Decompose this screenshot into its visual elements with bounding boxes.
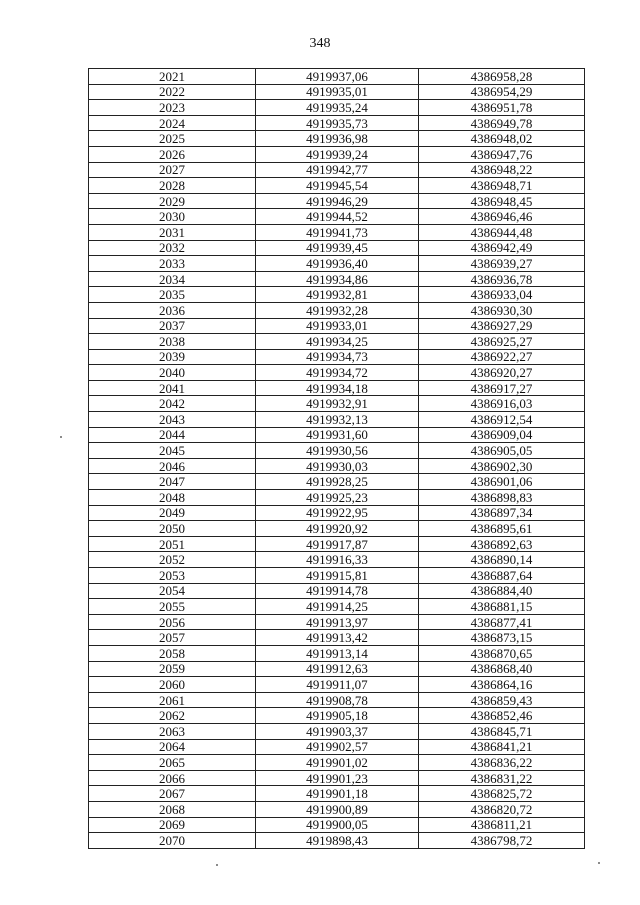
table-row	[89, 739, 585, 755]
y-coordinate-cell: 4386811,21	[419, 817, 585, 833]
point-number-cell: 2057	[89, 630, 256, 646]
y-coordinate-cell: 4386920,27	[419, 365, 585, 381]
x-coordinate-cell: 4919915,81	[256, 568, 419, 584]
point-number-cell: 2040	[89, 365, 256, 381]
y-coordinate-cell: 4386836,22	[419, 755, 585, 771]
x-coordinate-cell: 4919930,56	[256, 443, 419, 459]
table-row	[89, 614, 585, 630]
coordinates-table-body	[89, 69, 585, 849]
point-number-cell: 2037	[89, 318, 256, 334]
point-number-cell: 2066	[89, 770, 256, 786]
point-number-cell: 2061	[89, 692, 256, 708]
y-coordinate-cell: 4386884,40	[419, 583, 585, 599]
y-coordinate-cell: 4386944,48	[419, 224, 585, 240]
point-number-cell: 2045	[89, 443, 256, 459]
x-coordinate-cell: 4919928,25	[256, 474, 419, 490]
table-row	[89, 505, 585, 521]
scan-speck	[216, 864, 218, 866]
table-row	[89, 302, 585, 318]
table-row	[89, 443, 585, 459]
table-row	[89, 178, 585, 194]
x-coordinate-cell: 4919935,24	[256, 100, 419, 116]
table-row	[89, 240, 585, 256]
y-coordinate-cell: 4386901,06	[419, 474, 585, 490]
table-row	[89, 146, 585, 162]
y-coordinate-cell: 4386948,02	[419, 131, 585, 147]
y-coordinate-cell: 4386898,83	[419, 490, 585, 506]
point-number-cell: 2036	[89, 302, 256, 318]
table-row	[89, 256, 585, 272]
point-number-cell: 2028	[89, 178, 256, 194]
table-row	[89, 490, 585, 506]
y-coordinate-cell: 4386852,46	[419, 708, 585, 724]
x-coordinate-cell: 4919946,29	[256, 193, 419, 209]
table-row	[89, 318, 585, 334]
table-row	[89, 193, 585, 209]
y-coordinate-cell: 4386887,64	[419, 568, 585, 584]
point-number-cell: 2044	[89, 427, 256, 443]
table-row	[89, 536, 585, 552]
y-coordinate-cell: 4386864,16	[419, 677, 585, 693]
y-coordinate-cell: 4386958,28	[419, 69, 585, 85]
point-number-cell: 2023	[89, 100, 256, 116]
table-row	[89, 599, 585, 615]
x-coordinate-cell: 4919937,06	[256, 69, 419, 85]
coordinates-table	[88, 68, 585, 849]
x-coordinate-cell: 4919917,87	[256, 536, 419, 552]
y-coordinate-cell: 4386948,22	[419, 162, 585, 178]
x-coordinate-cell: 4919939,24	[256, 146, 419, 162]
table-row	[89, 287, 585, 303]
table-row	[89, 645, 585, 661]
y-coordinate-cell: 4386881,15	[419, 599, 585, 615]
x-coordinate-cell: 4919922,95	[256, 505, 419, 521]
x-coordinate-cell: 4919925,23	[256, 490, 419, 506]
x-coordinate-cell: 4919913,14	[256, 645, 419, 661]
x-coordinate-cell: 4919914,78	[256, 583, 419, 599]
x-coordinate-cell: 4919934,25	[256, 334, 419, 350]
x-coordinate-cell: 4919934,18	[256, 380, 419, 396]
point-number-cell: 2048	[89, 490, 256, 506]
x-coordinate-cell: 4919936,98	[256, 131, 419, 147]
point-number-cell: 2032	[89, 240, 256, 256]
x-coordinate-cell: 4919945,54	[256, 178, 419, 194]
table-row	[89, 396, 585, 412]
point-number-cell: 2039	[89, 349, 256, 365]
point-number-cell: 2024	[89, 115, 256, 131]
point-number-cell: 2025	[89, 131, 256, 147]
point-number-cell: 2056	[89, 614, 256, 630]
table-row	[89, 115, 585, 131]
y-coordinate-cell: 4386825,72	[419, 786, 585, 802]
table-row	[89, 723, 585, 739]
x-coordinate-cell: 4919934,72	[256, 365, 419, 381]
table-row	[89, 334, 585, 350]
x-coordinate-cell: 4919941,73	[256, 224, 419, 240]
point-number-cell: 2053	[89, 568, 256, 584]
table-row	[89, 209, 585, 225]
table-row	[89, 365, 585, 381]
point-number-cell: 2064	[89, 739, 256, 755]
table-row	[89, 583, 585, 599]
x-coordinate-cell: 4919901,18	[256, 786, 419, 802]
point-number-cell: 2065	[89, 755, 256, 771]
point-number-cell: 2030	[89, 209, 256, 225]
point-number-cell: 2069	[89, 817, 256, 833]
x-coordinate-cell: 4919900,89	[256, 801, 419, 817]
table-row	[89, 458, 585, 474]
y-coordinate-cell: 4386892,63	[419, 536, 585, 552]
point-number-cell: 2063	[89, 723, 256, 739]
table-row	[89, 661, 585, 677]
point-number-cell: 2042	[89, 396, 256, 412]
point-number-cell: 2031	[89, 224, 256, 240]
table-row	[89, 271, 585, 287]
table-row	[89, 568, 585, 584]
y-coordinate-cell: 4386949,78	[419, 115, 585, 131]
x-coordinate-cell: 4919913,42	[256, 630, 419, 646]
table-row	[89, 755, 585, 771]
x-coordinate-cell: 4919898,43	[256, 833, 419, 849]
point-number-cell: 2022	[89, 84, 256, 100]
table-row	[89, 380, 585, 396]
point-number-cell: 2050	[89, 521, 256, 537]
table-row	[89, 131, 585, 147]
table-row	[89, 817, 585, 833]
y-coordinate-cell: 4386942,49	[419, 240, 585, 256]
point-number-cell: 2026	[89, 146, 256, 162]
table-row	[89, 162, 585, 178]
point-number-cell: 2051	[89, 536, 256, 552]
x-coordinate-cell: 4919934,86	[256, 271, 419, 287]
point-number-cell: 2043	[89, 412, 256, 428]
x-coordinate-cell: 4919935,73	[256, 115, 419, 131]
y-coordinate-cell: 4386916,03	[419, 396, 585, 412]
x-coordinate-cell: 4919920,92	[256, 521, 419, 537]
x-coordinate-cell: 4919932,28	[256, 302, 419, 318]
point-number-cell: 2049	[89, 505, 256, 521]
table-row	[89, 427, 585, 443]
y-coordinate-cell: 4386798,72	[419, 833, 585, 849]
x-coordinate-cell: 4919908,78	[256, 692, 419, 708]
table-row	[89, 801, 585, 817]
x-coordinate-cell: 4919932,91	[256, 396, 419, 412]
x-coordinate-cell: 4919913,97	[256, 614, 419, 630]
table-row	[89, 69, 585, 85]
table-row	[89, 224, 585, 240]
point-number-cell: 2067	[89, 786, 256, 802]
x-coordinate-cell: 4919944,52	[256, 209, 419, 225]
point-number-cell: 2038	[89, 334, 256, 350]
y-coordinate-cell: 4386933,04	[419, 287, 585, 303]
y-coordinate-cell: 4386877,41	[419, 614, 585, 630]
y-coordinate-cell: 4386927,29	[419, 318, 585, 334]
y-coordinate-cell: 4386912,54	[419, 412, 585, 428]
point-number-cell: 2027	[89, 162, 256, 178]
table-row	[89, 552, 585, 568]
x-coordinate-cell: 4919901,23	[256, 770, 419, 786]
x-coordinate-cell: 4919930,03	[256, 458, 419, 474]
table-row	[89, 786, 585, 802]
y-coordinate-cell: 4386905,05	[419, 443, 585, 459]
x-coordinate-cell: 4919901,02	[256, 755, 419, 771]
x-coordinate-cell: 4919932,81	[256, 287, 419, 303]
y-coordinate-cell: 4386930,30	[419, 302, 585, 318]
point-number-cell: 2060	[89, 677, 256, 693]
x-coordinate-cell: 4919939,45	[256, 240, 419, 256]
point-number-cell: 2062	[89, 708, 256, 724]
point-number-cell: 2059	[89, 661, 256, 677]
point-number-cell: 2046	[89, 458, 256, 474]
y-coordinate-cell: 4386948,45	[419, 193, 585, 209]
point-number-cell: 2034	[89, 271, 256, 287]
y-coordinate-cell: 4386939,27	[419, 256, 585, 272]
x-coordinate-cell: 4919905,18	[256, 708, 419, 724]
y-coordinate-cell: 4386948,71	[419, 178, 585, 194]
page-number: 348	[309, 36, 331, 51]
y-coordinate-cell: 4386897,34	[419, 505, 585, 521]
y-coordinate-cell: 4386946,46	[419, 209, 585, 225]
y-coordinate-cell: 4386954,29	[419, 84, 585, 100]
y-coordinate-cell: 4386909,04	[419, 427, 585, 443]
y-coordinate-cell: 4386925,27	[419, 334, 585, 350]
x-coordinate-cell: 4919900,05	[256, 817, 419, 833]
x-coordinate-cell: 4919934,73	[256, 349, 419, 365]
y-coordinate-cell: 4386870,65	[419, 645, 585, 661]
y-coordinate-cell: 4386936,78	[419, 271, 585, 287]
y-coordinate-cell: 4386873,15	[419, 630, 585, 646]
x-coordinate-cell: 4919911,07	[256, 677, 419, 693]
x-coordinate-cell: 4919931,60	[256, 427, 419, 443]
x-coordinate-cell: 4919902,57	[256, 739, 419, 755]
table-row	[89, 708, 585, 724]
x-coordinate-cell: 4919914,25	[256, 599, 419, 615]
scan-speck	[60, 436, 62, 438]
table-row	[89, 474, 585, 490]
x-coordinate-cell: 4919942,77	[256, 162, 419, 178]
table-row	[89, 84, 585, 100]
point-number-cell: 2041	[89, 380, 256, 396]
y-coordinate-cell: 4386859,43	[419, 692, 585, 708]
x-coordinate-cell: 4919916,33	[256, 552, 419, 568]
x-coordinate-cell: 4919933,01	[256, 318, 419, 334]
y-coordinate-cell: 4386820,72	[419, 801, 585, 817]
point-number-cell: 2068	[89, 801, 256, 817]
point-number-cell: 2033	[89, 256, 256, 272]
y-coordinate-cell: 4386951,78	[419, 100, 585, 116]
table-row	[89, 677, 585, 693]
point-number-cell: 2021	[89, 69, 256, 85]
table-row	[89, 833, 585, 849]
y-coordinate-cell: 4386841,21	[419, 739, 585, 755]
x-coordinate-cell: 4919935,01	[256, 84, 419, 100]
y-coordinate-cell: 4386902,30	[419, 458, 585, 474]
point-number-cell: 2058	[89, 645, 256, 661]
table-row	[89, 770, 585, 786]
point-number-cell: 2047	[89, 474, 256, 490]
y-coordinate-cell: 4386947,76	[419, 146, 585, 162]
point-number-cell: 2052	[89, 552, 256, 568]
y-coordinate-cell: 4386922,27	[419, 349, 585, 365]
point-number-cell: 2035	[89, 287, 256, 303]
x-coordinate-cell: 4919936,40	[256, 256, 419, 272]
point-number-cell: 2070	[89, 833, 256, 849]
y-coordinate-cell: 4386890,14	[419, 552, 585, 568]
table-row	[89, 692, 585, 708]
table-row	[89, 100, 585, 116]
table-row	[89, 521, 585, 537]
y-coordinate-cell: 4386868,40	[419, 661, 585, 677]
point-number-cell: 2029	[89, 193, 256, 209]
table-row	[89, 412, 585, 428]
x-coordinate-cell: 4919912,63	[256, 661, 419, 677]
point-number-cell: 2055	[89, 599, 256, 615]
y-coordinate-cell: 4386895,61	[419, 521, 585, 537]
point-number-cell: 2054	[89, 583, 256, 599]
y-coordinate-cell: 4386831,22	[419, 770, 585, 786]
y-coordinate-cell: 4386845,71	[419, 723, 585, 739]
y-coordinate-cell: 4386917,27	[419, 380, 585, 396]
x-coordinate-cell: 4919932,13	[256, 412, 419, 428]
x-coordinate-cell: 4919903,37	[256, 723, 419, 739]
scan-speck	[598, 862, 600, 864]
table-row	[89, 630, 585, 646]
table-row	[89, 349, 585, 365]
